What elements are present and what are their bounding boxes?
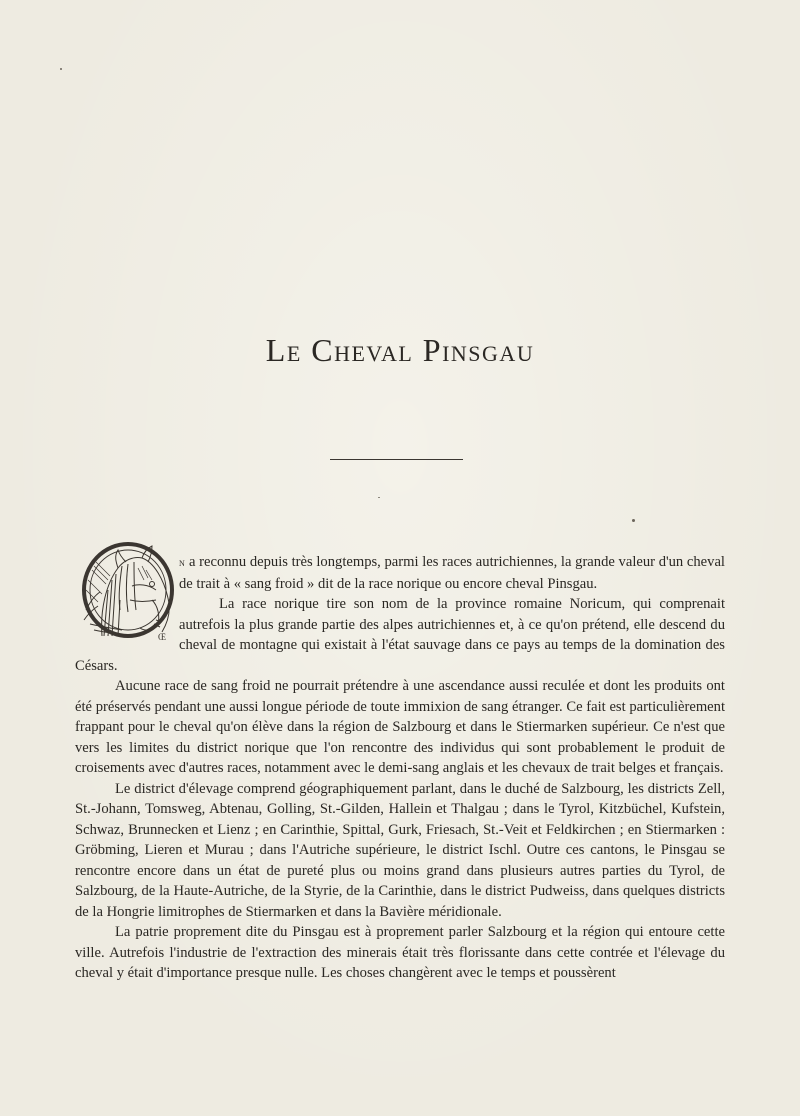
article-body bbox=[75, 552, 725, 984]
paragraph-text: La race norique tire son nom de la province romaine Noricum, qui comprenait autrefois la plus grande partie des alpes autrichiennes et, à ce qu'on prétend, elle descend du cheval de montagne qui existait à l'état sauvage dans ce pays au temps de la domination des Césars. bbox=[75, 596, 725, 674]
paper-speck bbox=[632, 519, 635, 522]
drop-cap-space bbox=[75, 552, 179, 654]
page-title: Le Cheval Pinsgau bbox=[265, 332, 535, 368]
paper-speck bbox=[60, 68, 62, 70]
monogram: Œ bbox=[158, 632, 167, 642]
paragraph-3 bbox=[75, 676, 725, 779]
paragraph-5 bbox=[75, 922, 725, 984]
title-divider bbox=[330, 459, 463, 460]
paragraph-text: La patrie proprement dite du Pinsgau est à proprement parler Salzbourg et la région qui entoure cette ville. Autrefois l'industrie de l'extraction des minerais était très florissante dans cette contrée et l'élevage du cheval y était d'importance presque nulle. Les choses changèrent avec le temps et poussèrent bbox=[75, 924, 725, 981]
paper-speck bbox=[378, 497, 380, 498]
paragraph-text: a reconnu depuis très longtemps, parmi les races autrichiennes, la grande valeur d'un cheval de trait à « sang froid » dit de la race norique ou encore cheval Pinsgau. bbox=[179, 554, 725, 592]
paragraph-4 bbox=[75, 779, 725, 923]
paragraph-text: Le district d'élevage comprend géographiquement parlant, dans le duché de Salzbourg, les districts Zell, St.-Johann, Tomsweg, Abtenau, Golling, St.-Gilden, Hallein et Thalgau ; dans le Tyrol, Kitzbüchel, Kufstein, Schwaz, Brunnecken et Lienz ; en Carinthie, Spittal, Gurk, Friesach, St.-Veit et Feldkirchen ; en Stiermarken : Gröbming, Lieren et Murau ; dans l'Autriche supérieure, le district Ischl. Outre ces cantons, le Pinsgau se rencontre encore dans un état de pureté plus ou moins grand dans plusieurs autres parties du Tyrol, de Salzbourg, de la Haute-Autriche, de la Styrie, de la Carinthie, dans le district Pudweiss, dans quelques districts de la Hongrie limitrophes de Stiermarken et dans la Bavière méridionale. bbox=[75, 780, 725, 920]
paragraph-lead: n bbox=[179, 557, 186, 569]
paragraph-text: Aucune race de sang froid ne pourrait prétendre à une ascendance aussi reculée et dont les produits ont été préservés pendant une aussi longue période de toute immixion de sang étranger. Ce fait est particulièrement frappant pour le cheval qu'on élève dans la région de Salzbourg et dans le Stiermarken supérieur. Ce n'est que vers les limites du district norique que l'on rencontre des individus qui sont probablement le produit de croisements avec d'autres races, notamment avec le demi-sang anglais et les chevaux de trait belges et français. bbox=[75, 678, 725, 776]
paragraph-1 bbox=[75, 552, 725, 594]
